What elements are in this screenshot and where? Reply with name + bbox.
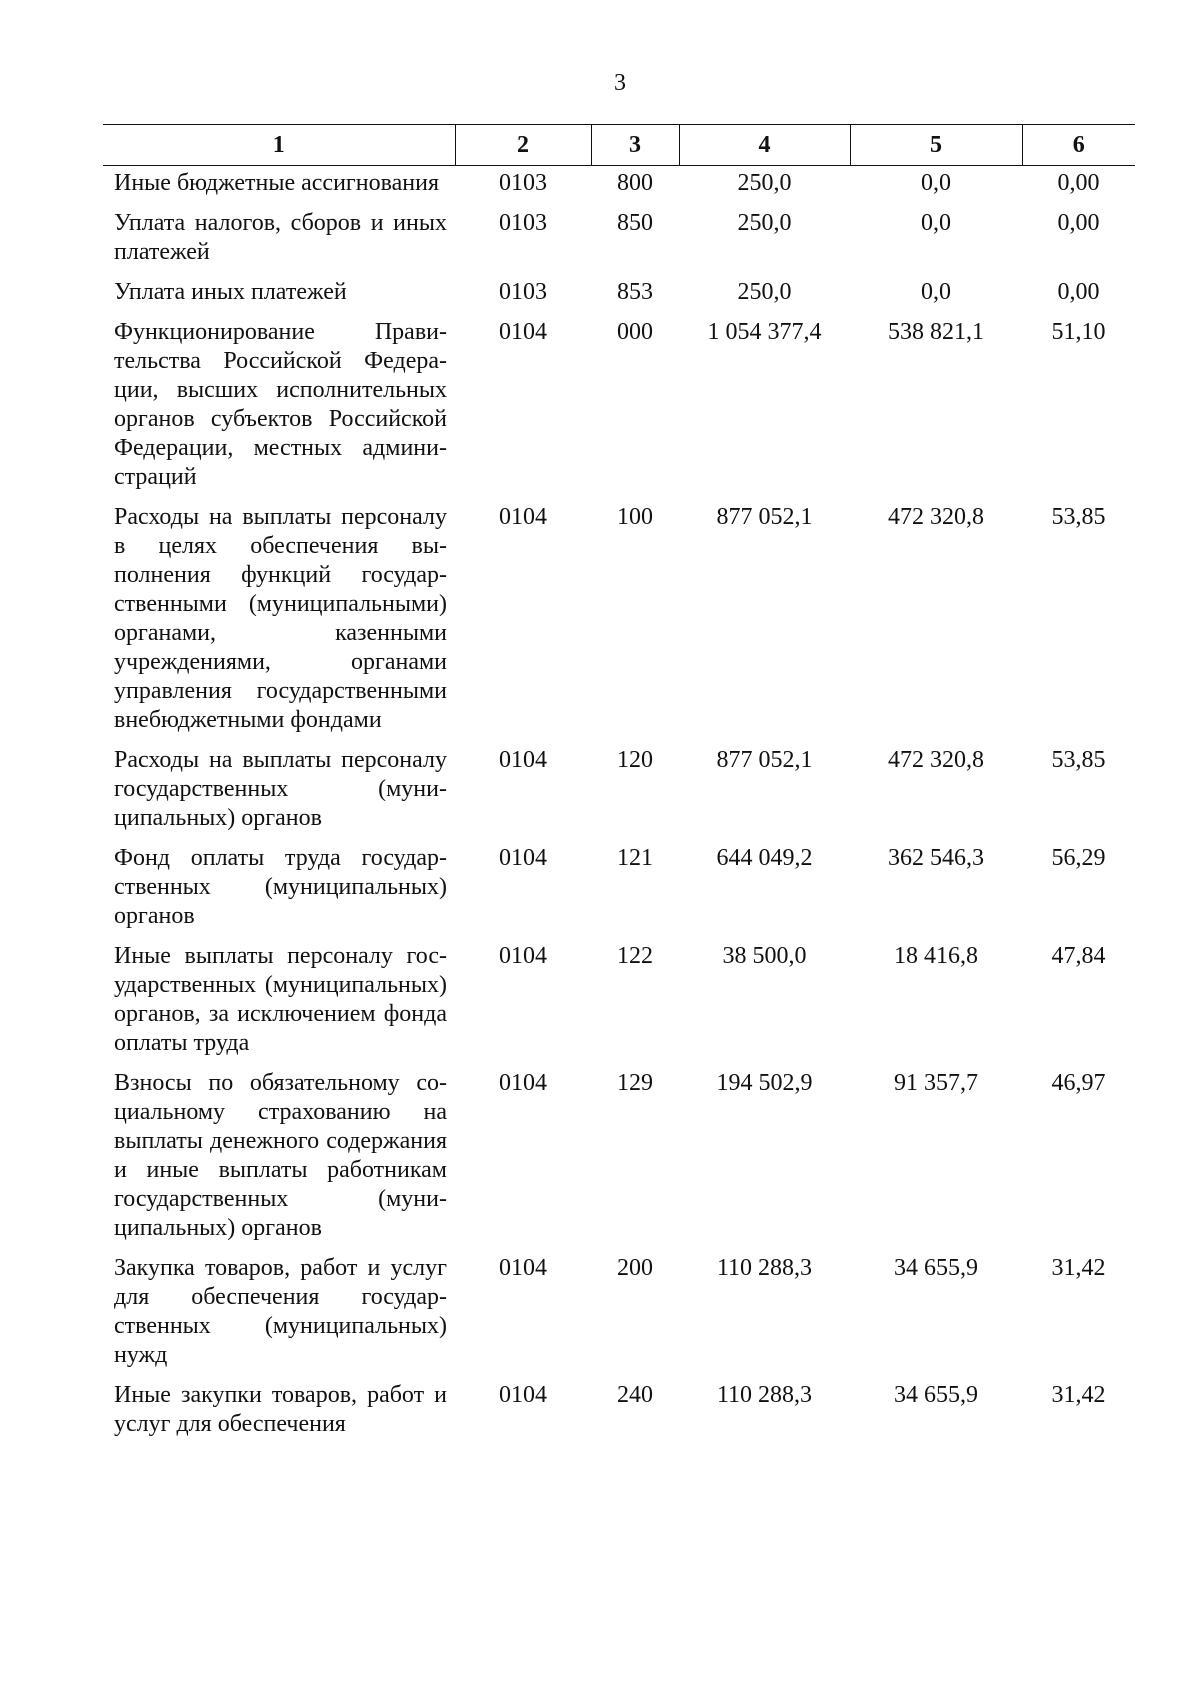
row-percent: 0,00 [1057,279,1100,305]
table-body [103,166,1135,1451]
row-actual-amount: 362 546,3 [888,845,984,871]
header-col-2: 2 [455,125,591,166]
row-plan-amount: 194 502,9 [716,1070,813,1096]
row-section-code: 0104 [499,1382,547,1408]
row-percent: 0,00 [1057,170,1100,196]
row-actual-amount: 91 357,7 [894,1070,978,1096]
header-col-5: 5 [850,125,1022,166]
header-col-3: 3 [591,125,679,166]
row-plan-amount: 1 054 377,4 [707,319,822,345]
row-name: Взносы по обязательному социальному страхованию на выплаты денежного содержания и иные выплаты работникам государственных (муниципальных) органов [114,1070,447,1241]
table-row [103,1254,1135,1381]
row-percent: 53,85 [1051,747,1106,773]
row-section-code: 0103 [499,170,547,196]
row-actual-amount: 538 821,1 [888,319,984,345]
row-expense-type: 121 [617,845,653,871]
row-plan-amount: 644 049,2 [716,845,813,871]
row-percent: 31,42 [1051,1382,1106,1408]
table-row [103,209,1135,278]
row-actual-amount: 34 655,9 [894,1255,978,1281]
row-section-code: 0104 [499,319,547,345]
row-percent: 46,97 [1051,1070,1106,1096]
row-section-code: 0104 [499,504,547,530]
row-expense-type: 129 [617,1070,653,1096]
row-plan-amount: 250,0 [737,279,792,305]
header-col-6: 6 [1022,125,1135,166]
row-expense-type: 850 [617,210,653,236]
row-name: Расходы на выплаты персоналу в целях обеспечения выполнения функций государственными (муниципальными) органами, казенными учреждениями, органами управления государственными внебюджетными фондами [114,504,447,733]
row-actual-amount: 18 416,8 [894,943,978,969]
row-section-code: 0104 [499,845,547,871]
table-row [103,942,1135,1069]
row-plan-amount: 877 052,1 [716,747,813,773]
row-percent: 56,29 [1051,845,1106,871]
row-percent: 0,00 [1057,210,1100,236]
row-name: Иные закупки товаров, работ и услуг для обеспечения [114,1382,447,1437]
row-plan-amount: 877 052,1 [716,504,813,530]
table-row [103,503,1135,746]
row-actual-amount: 472 320,8 [888,504,984,530]
row-percent: 47,84 [1051,943,1106,969]
page-number: 3 [614,70,626,96]
row-actual-amount: 0,0 [921,170,951,196]
table-row [103,318,1135,503]
header-col-1: 1 [103,125,455,166]
table-row [103,1381,1135,1450]
row-plan-amount: 250,0 [737,210,792,236]
row-plan-amount: 110 288,3 [716,1255,813,1281]
row-plan-amount: 250,0 [737,170,792,196]
table-header [103,125,1135,166]
row-plan-amount: 110 288,3 [716,1382,813,1408]
row-name: Фонд оплаты труда государственных (муниципальных) органов [114,845,447,929]
row-expense-type: 853 [617,279,653,305]
budget-table [103,124,1135,1450]
row-expense-type: 000 [617,319,653,345]
row-name: Закупка товаров, работ и услуг для обеспечения государственных (муниципальных) нужд [114,1255,447,1368]
row-name: Иные бюджетные ассигнования [114,170,439,196]
row-name: Функционирование Правительства Российской Федерации, высших исполнительных органов субъектов Российской Федерации, местных администраций [114,319,447,490]
table-row [103,1069,1135,1254]
row-percent: 53,85 [1051,504,1106,530]
row-expense-type: 100 [617,504,653,530]
row-actual-amount: 34 655,9 [894,1382,978,1408]
row-section-code: 0103 [499,210,547,236]
table-row [103,746,1135,844]
table-row [103,844,1135,942]
row-name: Уплата налогов, сборов и иных платежей [114,210,447,265]
row-actual-amount: 0,0 [921,279,951,305]
row-name: Уплата иных платежей [114,279,347,305]
row-name: Расходы на выплаты персоналу государственных (муниципальных) органов [114,747,447,831]
row-expense-type: 120 [617,747,653,773]
row-actual-amount: 472 320,8 [888,747,984,773]
row-section-code: 0103 [499,279,547,305]
row-section-code: 0104 [499,1255,547,1281]
row-name: Иные выплаты персоналу государственных (муниципальных) органов, за исключением фонда оплаты труда [114,943,447,1056]
header-col-4: 4 [679,125,850,166]
row-expense-type: 200 [617,1255,653,1281]
table-row [103,278,1135,318]
row-plan-amount: 38 500,0 [722,943,807,969]
row-expense-type: 800 [617,170,653,196]
row-section-code: 0104 [499,747,547,773]
header-row [103,125,1135,166]
row-percent: 31,42 [1051,1255,1106,1281]
row-expense-type: 122 [617,943,653,969]
row-percent: 51,10 [1051,319,1106,345]
row-actual-amount: 0,0 [921,210,951,236]
row-expense-type: 240 [617,1382,653,1408]
row-section-code: 0104 [499,943,547,969]
table-row [103,166,1135,210]
row-section-code: 0104 [499,1070,547,1096]
